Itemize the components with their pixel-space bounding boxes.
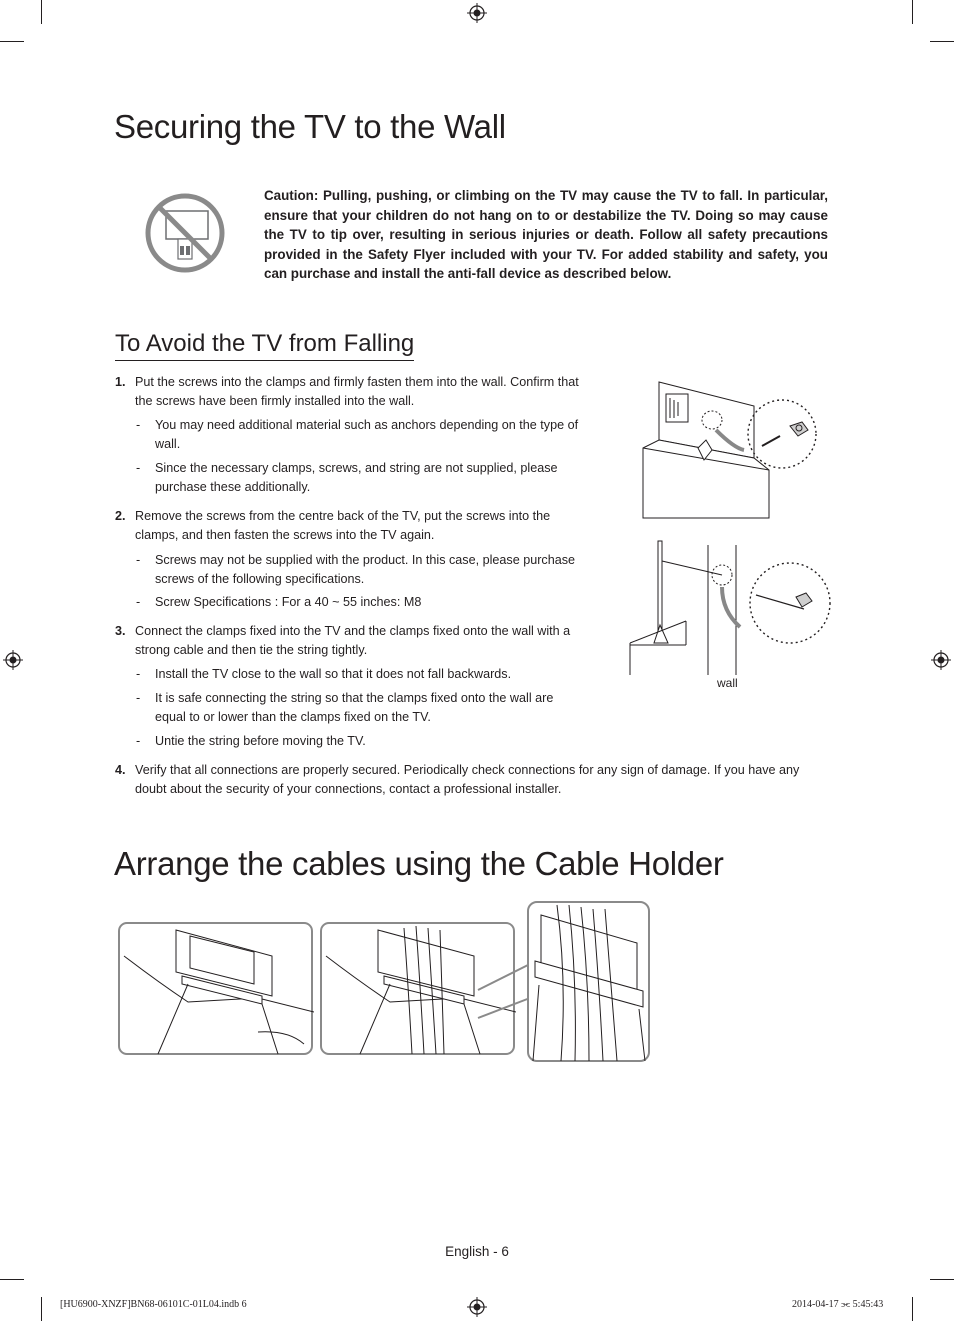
step-number: 4. — [115, 763, 126, 777]
bullet-dash: - — [136, 734, 141, 748]
step-line: strong cable and then tie the string tightly. — [135, 643, 368, 658]
sub-line: Since the necessary clamps, screws, and string are not supplied, please — [155, 461, 558, 475]
crop-mark — [912, 0, 913, 24]
step-line: Connect the clamps fixed into the TV and the clamps fixed onto the wall with a — [135, 624, 571, 638]
sub-line: Install the TV close to the wall so that it does not fall backwards. — [155, 667, 512, 681]
crop-mark — [930, 41, 954, 42]
bullet-dash: - — [136, 691, 141, 705]
caution-text: Caution: Pulling, pushing, or climbing on the TV may cause the TV to fall. In particular, ensure that your children do not hang on to or destabilize the TV. Doing so may cause the TV to tip over, resulting in serious injuries or death. Follow all safety precautions provided in the Safety Flyer included with your TV. For added stability and safety, you can purchase and install the anti-fall device as described below. — [264, 188, 828, 281]
list-item — [136, 732, 616, 752]
sub-line: Screw Specifications : For a 40 ~ 55 inches: M8 — [155, 595, 422, 609]
step-number: 2. — [115, 509, 126, 523]
print-slug-right: 2014-04-17 ⫘ 5:45:43 — [792, 1299, 884, 1310]
list-item — [136, 416, 616, 456]
sub-line: wall. — [155, 437, 181, 452]
step-line: the screws have been firmly installed into the wall. — [135, 394, 415, 409]
sub-line: Untie the string before moving the TV. — [155, 734, 366, 748]
cable-holder-zoom-illustration — [527, 901, 651, 1063]
crop-mark — [41, 0, 42, 24]
list-item — [136, 593, 616, 613]
page-number: English - 6 — [445, 1244, 509, 1259]
crop-mark — [0, 41, 24, 42]
print-slug-left: [HU6900-XNZF]BN68-06101C-01L04.indb 6 — [60, 1299, 247, 1310]
bullet-dash: - — [136, 595, 141, 609]
list-item — [115, 622, 615, 662]
list-item — [136, 689, 616, 729]
section-title: Arrange the cables using the Cable Holder — [114, 845, 724, 882]
registration-mark-icon — [467, 3, 487, 23]
crop-mark — [0, 1279, 24, 1280]
tv-back-clamp-illustration — [636, 378, 820, 522]
crop-mark — [41, 1297, 42, 1321]
registration-mark-icon — [931, 650, 951, 670]
page-title: Securing the TV to the Wall — [114, 108, 506, 145]
tv-wall-side-illustration — [628, 535, 834, 681]
step-line: doubt about the security of your connections, contact a professional installer. — [135, 782, 562, 797]
cable-holder-illustration-1 — [118, 922, 314, 1056]
step-number: 1. — [115, 375, 126, 389]
list-item — [115, 761, 835, 801]
step-line: Verify that all connections are properly secured. Periodically check connections for any sign of damage. If you have any — [135, 763, 800, 777]
bullet-dash: - — [136, 461, 141, 475]
step-line: clamps, and then fasten the screws into the TV again. — [135, 528, 435, 543]
step-line: Remove the screws from the centre back of the TV, put the screws into the — [135, 509, 551, 523]
list-item — [136, 459, 616, 499]
list-item — [136, 551, 616, 591]
section-subtitle: To Avoid the TV from Falling — [115, 330, 414, 361]
registration-mark-icon — [3, 650, 23, 670]
bullet-dash: - — [136, 418, 141, 432]
sub-line: screws of the following specifications. — [155, 572, 365, 587]
list-item — [136, 665, 616, 685]
step-number: 3. — [115, 624, 126, 638]
sub-line: purchase these additionally. — [155, 480, 311, 495]
sub-line: Screws may not be supplied with the product. In this case, please purchase — [155, 553, 576, 567]
bullet-dash: - — [136, 553, 141, 567]
list-item — [115, 507, 615, 547]
wall-label: wall — [717, 676, 738, 690]
step-line: Put the screws into the clamps and firmly fasten them into the wall. Confirm that — [135, 375, 579, 389]
bullet-dash: - — [136, 667, 141, 681]
crop-mark — [930, 1279, 954, 1280]
no-climbing-warning-icon — [143, 191, 227, 275]
sub-line: You may need additional material such as anchors depending on the type of — [155, 418, 579, 432]
crop-mark — [912, 1297, 913, 1321]
sub-line: It is safe connecting the string so that the clamps fixed onto the wall are — [155, 691, 554, 705]
registration-mark-icon — [467, 1297, 487, 1317]
list-item — [115, 373, 615, 413]
sub-line: equal to or lower than the clamps fixed on the TV. — [155, 710, 431, 725]
